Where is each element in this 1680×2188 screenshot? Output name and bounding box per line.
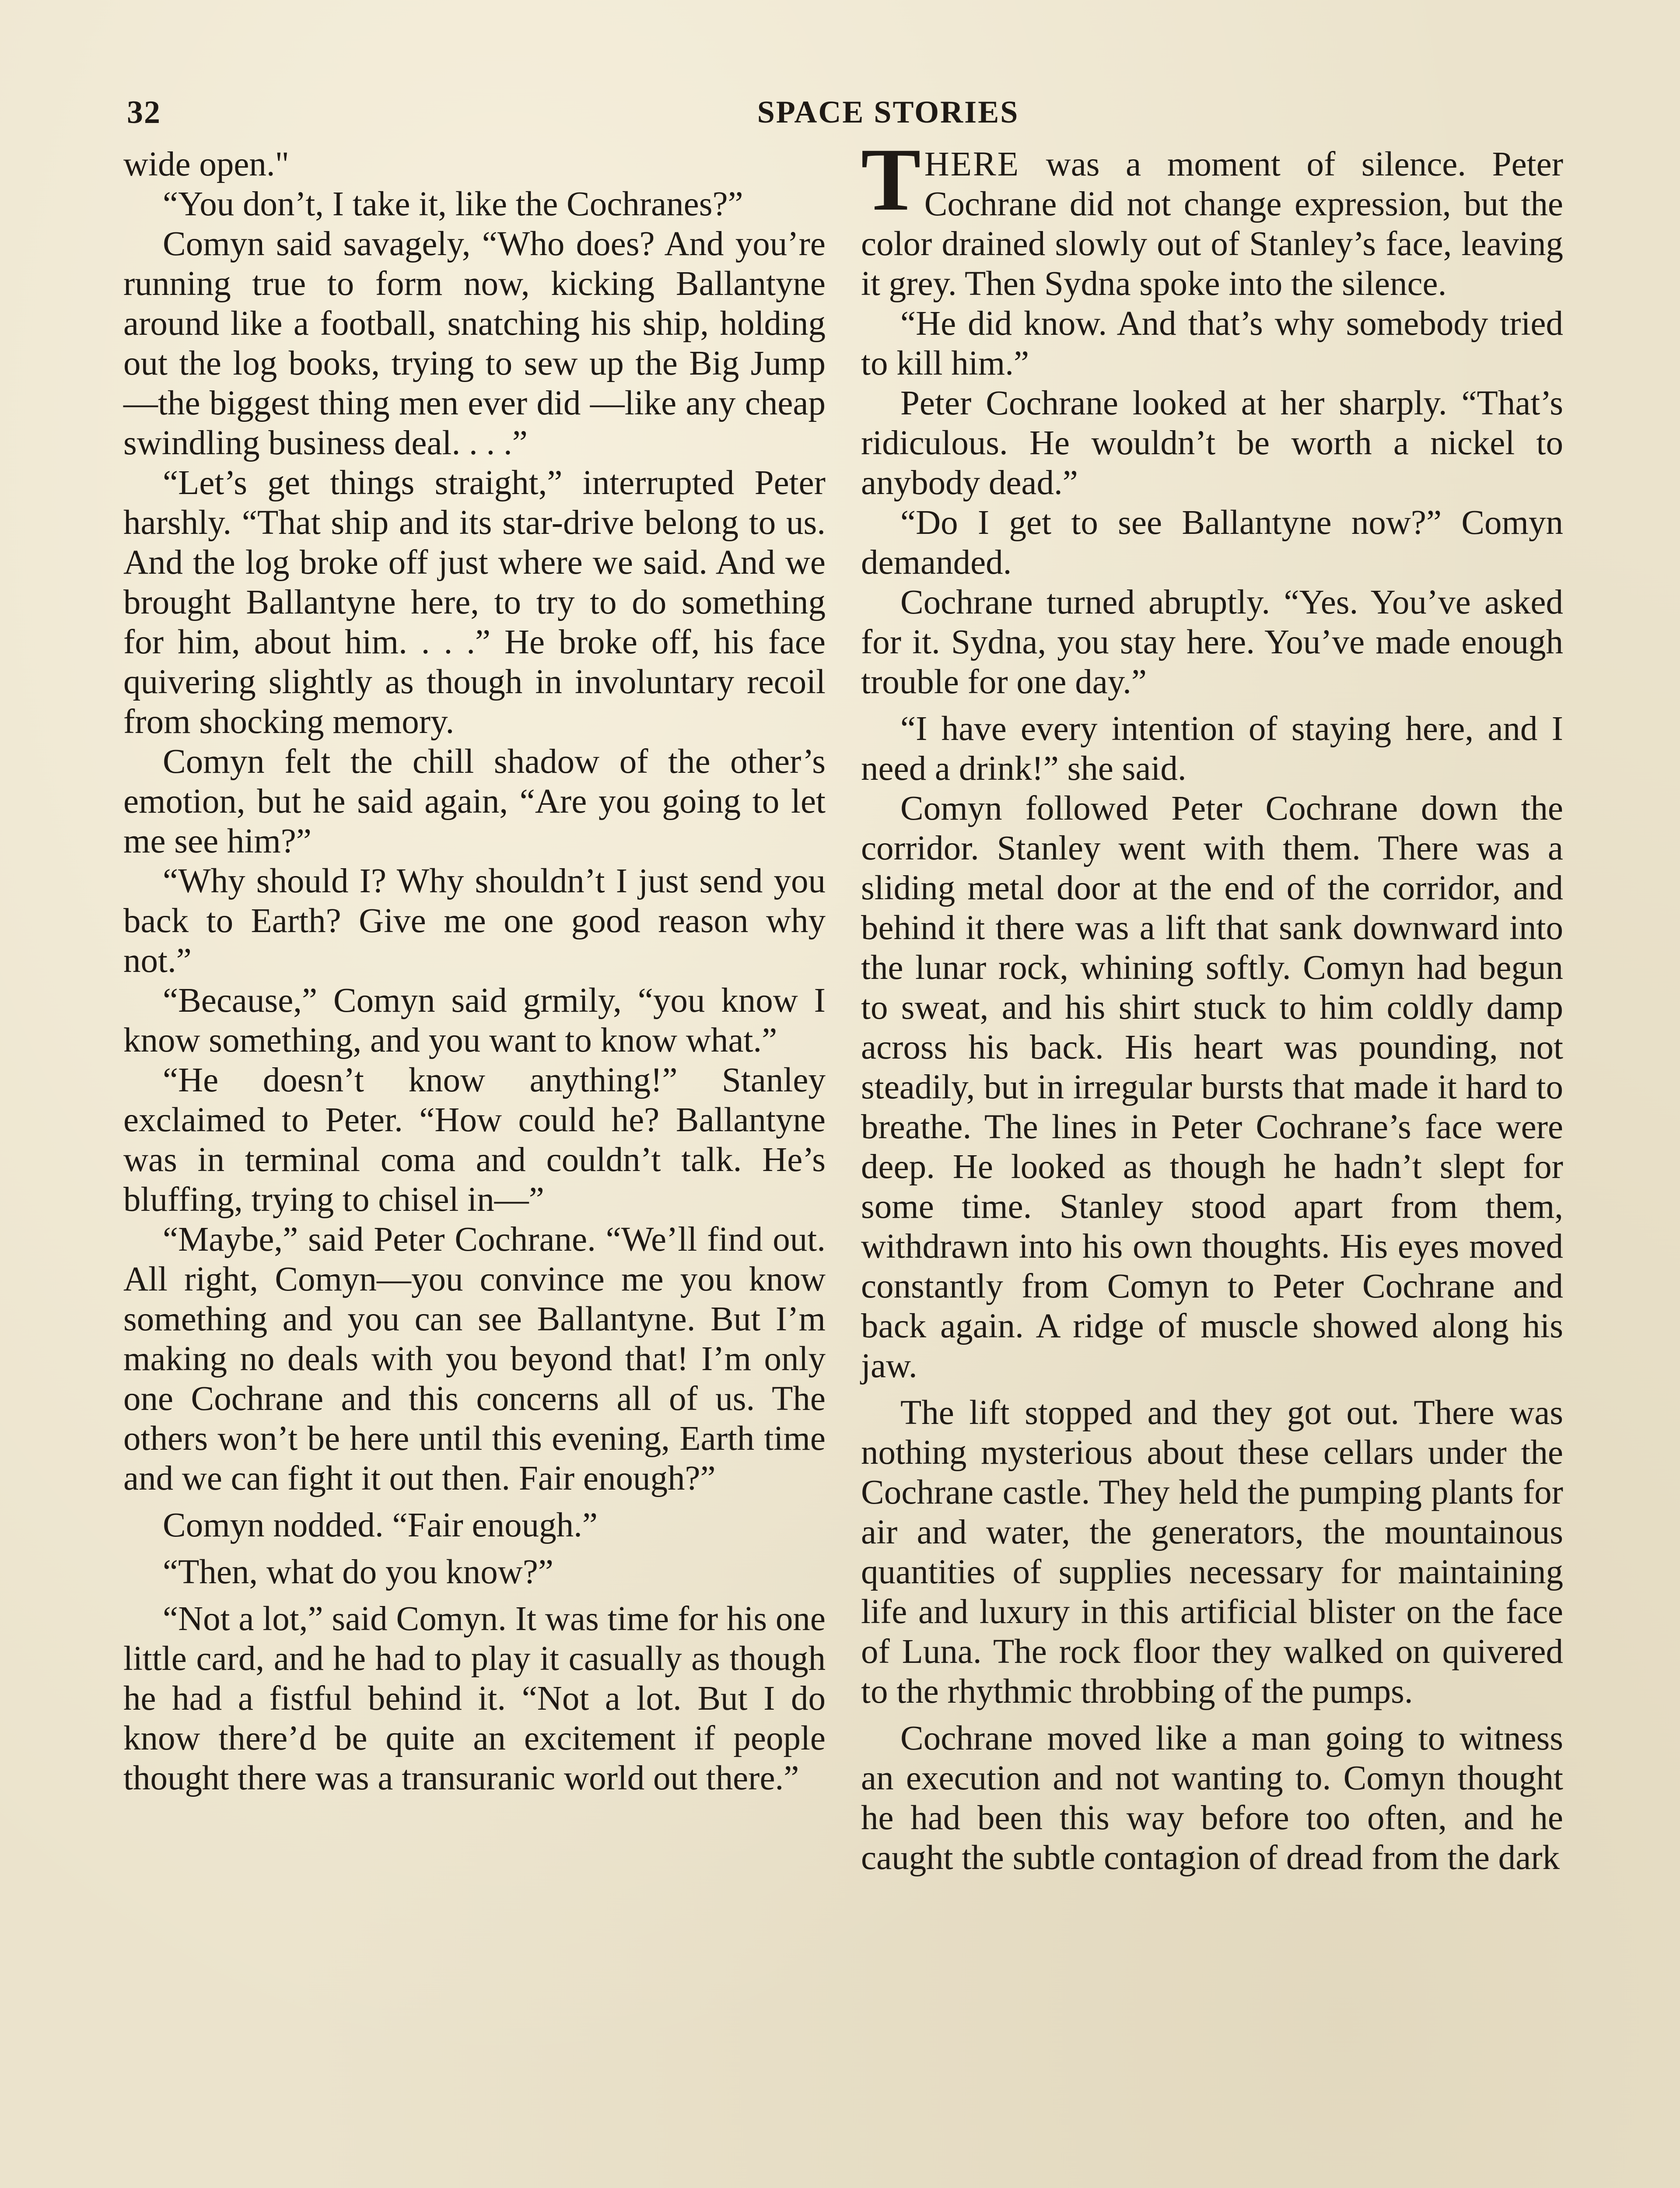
paragraph: The lift stopped and they got out. There was nothing mysterious about these cellars under the Cochrane castle. They held the pumping plants for air and water, the generators, the mountainous quantities of supplies necessary for maintaining life and luxury in this artificial blister on the face of Luna. The rock floor they walked on quivered to the rhythmic throbbing of the pumps.: [861, 1394, 1563, 1711]
paragraph: wide open.": [123, 145, 289, 183]
paragraph: “He did know. And that’s why somebody tried to kill him.”: [861, 305, 1563, 382]
paragraph: Comyn nodded. “Fair enough.”: [163, 1506, 598, 1544]
paragraph: Peter Cochrane looked at her sharply. “That’s ridiculous. He wouldn’t be worth a nickel to anybody dead.”: [861, 384, 1563, 502]
running-title: SPACE STORIES: [757, 95, 1019, 130]
paragraph: “I have every intention of staying here, and I need a drink!” she said.: [861, 710, 1563, 788]
right-column: [861, 130, 1563, 1878]
paragraph: “Why should I? Why shouldn’t I just send you back to Earth? Give me one good reason why not.”: [123, 862, 826, 980]
page-header: [127, 94, 1571, 142]
paragraph: Cochrane moved like a man going to witness an execution and not wanting to. Comyn thought he had been this way before too often, and he caught the subtle contagion of dread from the dark: [861, 1719, 1563, 1877]
lead-caps: HERE: [924, 145, 1020, 183]
paragraph: “Because,” Comyn said grmily, “you know I know something, and you want to know what.”: [123, 982, 826, 1059]
left-column: [123, 144, 826, 1798]
section-opening-paragraph: [861, 130, 1563, 304]
paragraph: “Then, what do you know?”: [163, 1553, 553, 1591]
paragraph: Cochrane turned abruptly. “Yes. You’ve asked for it. Sydna, you stay here. You’ve made enough trouble for one day.”: [861, 583, 1563, 701]
paragraph: Comyn followed Peter Cochrane down the corridor. Stanley went with them. There was a sliding metal door at the end of the corridor, and behind it there was a lift that sank downward into the lunar rock, whining softly. Comyn had begun to sweat, and his shirt stuck to him coldly damp across his back. His heart was pounding, not steadily, but in irregular bursts that made it hard to breathe. The lines in Peter Cochrane’s face were deep. He looked as though he hadn’t slept for some time. Stanley stood apart from them, withdrawn into his own thoughts. His eyes moved constantly from Comyn to Peter Cochrane and back again. A ridge of muscle showed along his jaw.: [861, 789, 1563, 1385]
paragraph: “Let’s get things straight,” interrupted Peter harshly. “That ship and its star-drive belong to us. And the log broke off just where we said. And we brought Ballantyne here, to try to do something for him, about him. . . .” He broke off, his face quivering slightly as though in involuntary recoil from shocking memory.: [123, 464, 826, 741]
drop-cap: T: [861, 130, 921, 229]
page-number: 32: [127, 95, 161, 130]
paragraph: “Maybe,” said Peter Cochrane. “We’ll find out. All right, Comyn—you convince me you know something and you can see Ballantyne. But I’m making no deals with you beyond that! I’m only one Cochrane and this concerns all of us. The others won’t be here until this evening, Earth time and we can fight it out then. Fair enough?”: [123, 1220, 826, 1497]
paragraph: “He doesn’t know anything!” Stanley exclaimed to Peter. “How could he? Ballantyne was in terminal coma and couldn’t talk. He’s bluffing, trying to chisel in—”: [123, 1061, 826, 1219]
paragraph: “Do I get to see Ballantyne now?” Comyn demanded.: [861, 504, 1563, 582]
paragraph: Comyn felt the chill shadow of the other’s emotion, but he said again, “Are you going to let me see him?”: [123, 743, 826, 860]
paragraph: “You don’t, I take it, like the Cochranes?”: [163, 185, 743, 223]
paragraph: Comyn said savagely, “Who does? And you’re running true to form now, kicking Ballantyne around like a football, snatching his ship, holding out the log books, trying to sew up the Big Jump—the biggest thing men ever did —like any cheap swindling business deal. . . .”: [123, 225, 826, 462]
paragraph: “Not a lot,” said Comyn. It was time for his one little card, and he had to play it casually as though he had a fistful behind it. “Not a lot. But I do know there’d be quite an excitement if people thought there was a transuranic world out there.”: [123, 1600, 826, 1797]
opening-text: was a moment of silence. Peter Cochrane did not change expression, but the color drained slowly out of Stanley’s face, leaving it grey. Then Sydna spoke into the silence.: [861, 145, 1563, 303]
